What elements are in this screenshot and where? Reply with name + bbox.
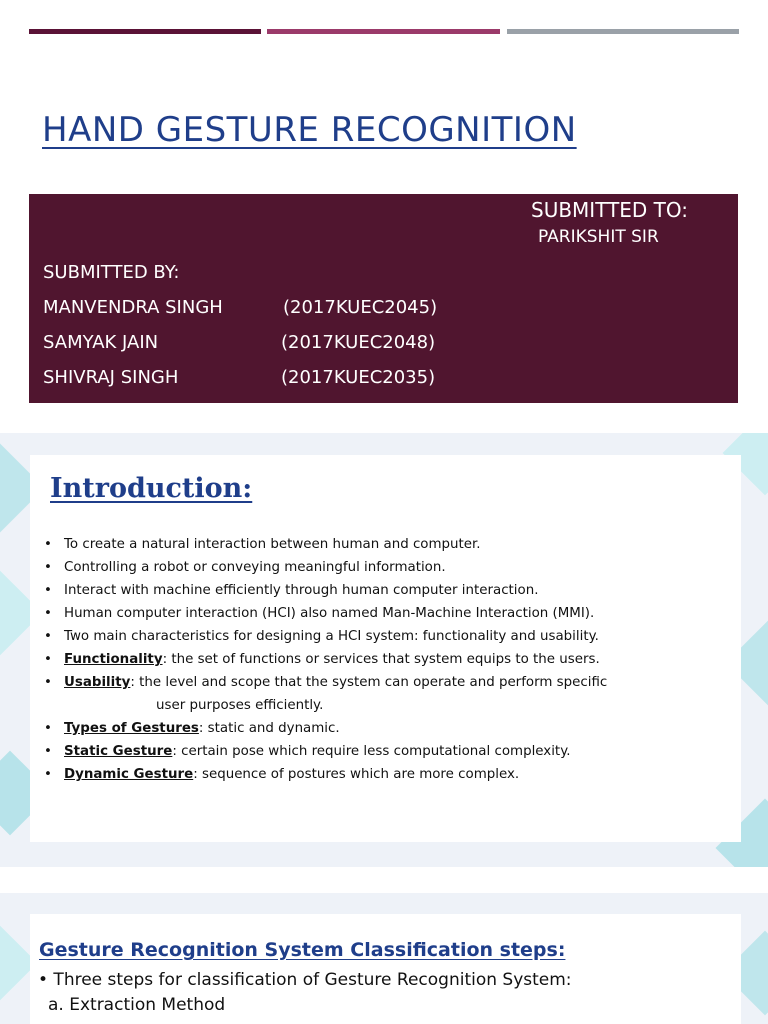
- member-name: SAMYAK JAIN: [43, 332, 159, 353]
- slide-title: HAND GESTURE RECOGNITION: [42, 110, 577, 150]
- classification-slide: [0, 893, 768, 1024]
- member-id: (2017KUEC2048): [281, 332, 436, 353]
- classification-title: Gesture Recognition System Classification steps:: [39, 939, 566, 961]
- introduction-slide: [0, 433, 768, 867]
- list-item: • Usability: the level and scope that the system can operate and perform specific: [44, 675, 608, 690]
- member-name: SHIVRAJ SINGH: [43, 367, 179, 388]
- accent-bar-3: [507, 29, 739, 34]
- list-item: • Controlling a robot or conveying meaningful information.: [44, 560, 446, 575]
- list-item: • Human computer interaction (HCI) also named Man-Machine Interaction (MMI).: [44, 606, 595, 621]
- list-item: • Two main characteristics for designing a HCI system: functionality and usability.: [44, 629, 599, 644]
- list-item-continuation: user purposes efficiently.: [156, 698, 324, 713]
- list-item: • Dynamic Gesture: sequence of postures which are more complex.: [44, 767, 520, 782]
- submission-panel: SUBMITTED TO: PARIKSHIT SIR SUBMITTED BY: MANVENDRA SINGH (2017KUEC2045) SAMYAK JAIN (2017KUEC2048) SHIVRAJ SINGH (2017KUEC2035): [29, 194, 738, 403]
- submitted-to-heading: SUBMITTED TO:: [531, 198, 689, 222]
- submitted-to-name: PARIKSHIT SIR: [538, 227, 659, 247]
- member-name: MANVENDRA SINGH: [43, 297, 223, 318]
- list-item: • Types of Gestures: static and dynamic.: [44, 721, 340, 736]
- title-slide: [0, 0, 768, 420]
- classification-subline: a. Extraction Method: [48, 995, 226, 1015]
- list-item: • Functionality: the set of functions or services that system equips to the users.: [44, 652, 600, 667]
- accent-bar-1: [29, 29, 261, 34]
- list-item: • Static Gesture: certain pose which require less computational complexity.: [44, 744, 571, 759]
- list-item: • To create a natural interaction between human and computer.: [44, 537, 481, 552]
- member-id: (2017KUEC2045): [283, 297, 438, 318]
- list-item: • Interact with machine efficiently through human computer interaction.: [44, 583, 539, 598]
- intro-title: Introduction:: [50, 473, 253, 504]
- content-card: [30, 455, 741, 842]
- classification-line: • Three steps for classification of Gesture Recognition System:: [38, 970, 572, 990]
- accent-bar-2: [267, 29, 500, 34]
- member-id: (2017KUEC2035): [281, 367, 436, 388]
- bullet-list: [44, 535, 607, 788]
